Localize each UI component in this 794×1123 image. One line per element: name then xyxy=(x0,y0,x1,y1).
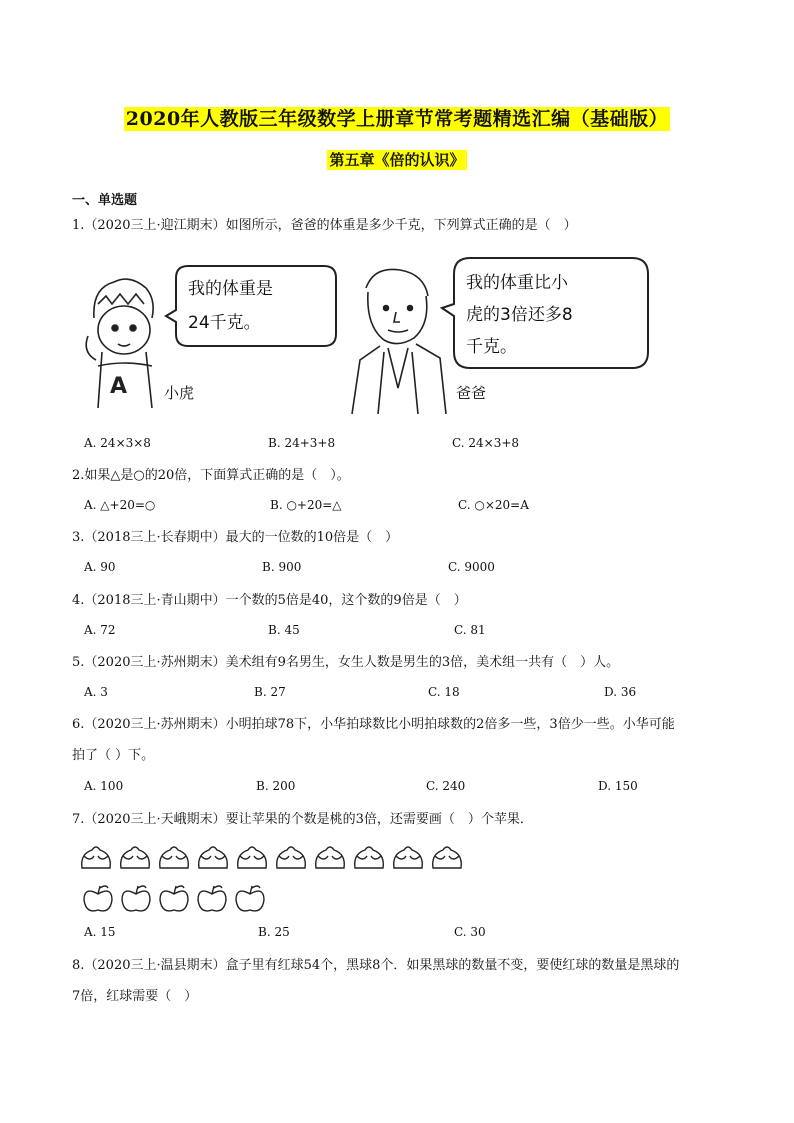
peach-icon xyxy=(82,847,111,868)
apple-icon xyxy=(198,886,226,911)
dad-speech-line-2: 虎的3倍还多8 xyxy=(466,305,573,325)
q2-option-a[interactable]: A. △+20=○ xyxy=(84,498,156,512)
dad-speech-line-3: 千克。 xyxy=(466,337,517,357)
apple-icon xyxy=(160,886,188,911)
q2-option-b[interactable]: B. ○+20=△ xyxy=(270,498,342,512)
question-5-text: 5.（2020三上·苏州期末）美术组有9名男生，女生人数是男生的3倍，美术组一共有（ ）人。 xyxy=(72,655,620,670)
subtitle-wrap xyxy=(0,149,794,170)
kid-speech-bubble xyxy=(166,266,336,346)
q3-option-a[interactable]: A. 90 xyxy=(84,560,116,574)
section-heading: 一、单选题 xyxy=(72,193,138,208)
peach-icon xyxy=(355,847,384,868)
question-2-options xyxy=(84,498,724,518)
dad-speech-line-1: 我的体重比小 xyxy=(466,273,568,293)
chapter-title: 第五章《倍的认识》 xyxy=(329,151,465,169)
q5-option-c[interactable]: C. 18 xyxy=(428,685,460,699)
peach-icon xyxy=(121,847,150,868)
q6-option-d[interactable]: D. 150 xyxy=(598,779,638,793)
q5-option-b[interactable]: B. 27 xyxy=(254,685,286,699)
q2-option-c[interactable]: C. ○×20=A xyxy=(458,498,529,512)
question-4-options xyxy=(84,623,724,643)
q4-option-a[interactable]: A. 72 xyxy=(84,623,116,637)
q5-option-a[interactable]: A. 3 xyxy=(84,685,108,699)
peach-icon xyxy=(199,847,228,868)
question-6-text-line-1: 6.（2020三上·苏州期末）小明拍球78下，小华拍球数比小明拍球数的2倍多一些，3倍少一些。小华可能 xyxy=(72,717,675,732)
q3-option-c[interactable]: C. 9000 xyxy=(448,560,495,574)
q1-option-b[interactable]: B. 24+3+8 xyxy=(268,436,336,450)
question-7-text: 7.（2020三上·天峨期末）要让苹果的个数是桃的3倍，还需要画（ ）个苹果． xyxy=(72,812,533,827)
peach-icon xyxy=(238,847,267,868)
question-7-figure xyxy=(78,842,476,918)
q3-option-b[interactable]: B. 900 xyxy=(262,560,302,574)
q1-option-c[interactable]: C. 24×3+8 xyxy=(452,436,520,450)
q5-option-d[interactable]: D. 36 xyxy=(604,685,637,699)
kid-name-label: 小虎 xyxy=(164,384,195,402)
q4-option-c[interactable]: C. 81 xyxy=(454,623,486,637)
svg-text:A: A xyxy=(110,374,128,399)
apple-icon xyxy=(122,886,150,911)
apple-icon xyxy=(84,886,112,911)
q7-option-b[interactable]: B. 25 xyxy=(258,925,290,939)
question-2-text: 2.如果△是○的20倍，下面算式正确的是（ ）。 xyxy=(72,468,350,483)
q6-option-a[interactable]: A. 100 xyxy=(84,779,124,793)
kid-speech-line-1: 我的体重是 xyxy=(188,279,273,299)
q7-option-a[interactable]: A. 15 xyxy=(84,925,116,939)
q6-option-b[interactable]: B. 200 xyxy=(256,779,296,793)
father-illustration xyxy=(352,269,446,414)
q6-option-c[interactable]: C. 240 xyxy=(426,779,466,793)
apple-icon xyxy=(236,886,264,911)
question-6-text-line-2: 拍了（ ）下。 xyxy=(72,748,155,763)
question-3-options xyxy=(84,560,724,580)
question-6-options xyxy=(84,779,724,799)
boy-illustration xyxy=(86,279,153,408)
peach-icon xyxy=(433,847,462,868)
question-5-options xyxy=(84,685,724,705)
q1-option-a[interactable]: A. 24×3×8 xyxy=(84,436,151,450)
peach-icon xyxy=(316,847,345,868)
dad-name-label: 爸爸 xyxy=(456,384,487,402)
q4-option-b[interactable]: B. 45 xyxy=(268,623,300,637)
question-1-text: 1.（2020三上·迎江期末）如图所示，爸爸的体重是多少千克，下列算式正确的是（ ） xyxy=(72,218,577,233)
page-title: 2020年人教版三年级数学上册章节常考题精选汇编（基础版） xyxy=(125,108,669,130)
question-4-text: 4.（2018三上·青山期中）一个数的5倍是40，这个数的9倍是（ ） xyxy=(72,593,467,608)
kid-speech-line-2: 24千克。 xyxy=(188,313,261,333)
q7-option-c[interactable]: C. 30 xyxy=(454,925,486,939)
peach-icon xyxy=(160,847,189,868)
question-3-text: 3.（2018三上·长春期中）最大的一位数的10倍是（ ） xyxy=(72,530,399,545)
peach-icon xyxy=(394,847,423,868)
title-wrap xyxy=(0,104,794,131)
question-8-text-line-1: 8.（2020三上·温县期末）盒子里有红球54个，黑球8个．如果黑球的数量不变，要使红球的数量是黑球的 xyxy=(72,958,680,973)
question-1-figure xyxy=(84,248,654,418)
question-1-options xyxy=(84,436,724,456)
question-8-text-line-2: 7倍，红球需要（ ） xyxy=(72,989,198,1004)
peach-icon xyxy=(277,847,306,868)
question-7-options xyxy=(84,925,724,945)
